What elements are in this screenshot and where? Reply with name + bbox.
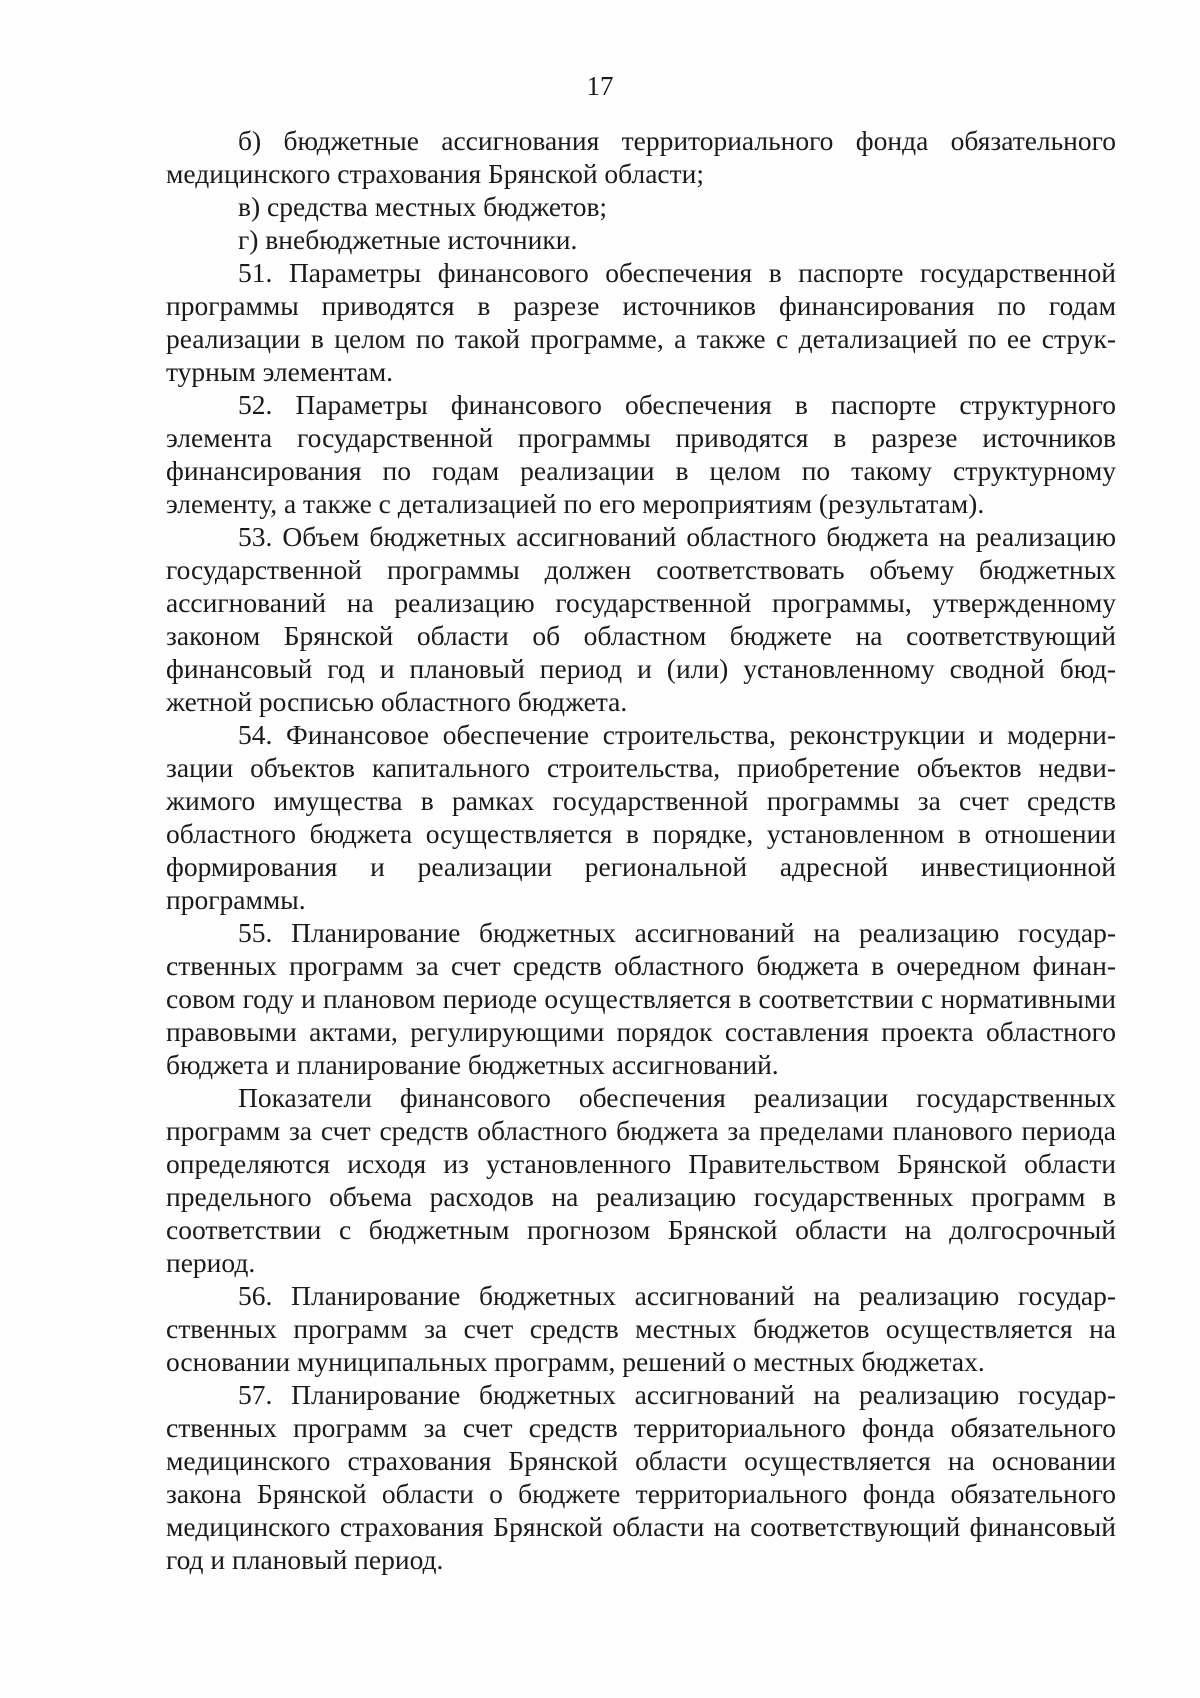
paragraph-51: 51. Параметры финансового обеспечения в паспорте государственной программы приводятся в разрезе источников финансирования по годам реализации в целом по такой программе, а также с детализацией по ее структурным элементам. <box>166 257 1116 387</box>
page-number: 17 <box>586 71 614 101</box>
paragraph-g-extrabudgetary-sources: г) внебюджетные источники. <box>238 224 578 255</box>
document-body <box>166 124 1116 1576</box>
paragraph-v-local-budgets: в) средства местных бюджетов; <box>238 191 608 222</box>
paragraph-54: 54. Финансовое обеспечение строительства, реконструкции и модернизации объектов капитального строительства, приобретение объектов недвижимого имущества в рамках государственной программы за счет средств областного бюджета осуществляется в порядке, установленном в отношении формирования и реализации региональной адресной инвестиционной программы. <box>166 719 1116 915</box>
paragraph-55: 55. Планирование бюджетных ассигнований на реализацию государственных программ за счет средств областного бюджета в очередном финансовом году и плановом периоде осуществляется в соответствии с нормативными правовыми актами, регулирующими порядок составления проекта областного бюджета и планирование бюджетных ассигнований. <box>166 917 1116 1080</box>
paragraph-56: 56. Планирование бюджетных ассигнований на реализацию государственных программ за счет средств местных бюджетов осуществляется на основании муниципальных программ, решений о местных бюджетах. <box>166 1280 1116 1377</box>
paragraph-57: 57. Планирование бюджетных ассигнований на реализацию государственных программ за счет средств территориального фонда обязательного медицинского страхования Брянской области осуществляется на основании закона Брянской области о бюджете территориального фонда обязательного медицинского страхования Брянской области на соответствующий финансовый год и плановый период. <box>166 1379 1116 1575</box>
paragraph-52: 52. Параметры финансового обеспечения в паспорте структурного элемента государственной программы приводятся в разрезе источников финансирования по годам реализации в целом по такому структурному элементу, а также с детализацией по его мероприятиям (результатам). <box>166 389 1116 519</box>
paragraph-b-tfoms-allocations: б) бюджетные ассигнования территориального фонда обязательного медицинского страхования Брянской области; <box>166 125 1116 189</box>
paragraph-53: 53. Объем бюджетных ассигнований областного бюджета на реализацию государственной программы должен соответствовать объему бюджетных ассигнований на реализацию государственной программы, утвержденному законом Брянской области об областном бюджете на соответствующий финансовый год и плановый период и (или) установленному сводной бюджетной росписью областного бюджета. <box>166 521 1116 717</box>
paragraph-55-indicators: Показатели финансового обеспечения реализации государственных программ за счет средств областного бюджета за пределами планового периода определяются исходя из установленного Правительством Брянской области предельного объема расходов на реализацию государственных программ в соответствии с бюджетным прогнозом Брянской области на долгосрочный период. <box>166 1082 1116 1278</box>
